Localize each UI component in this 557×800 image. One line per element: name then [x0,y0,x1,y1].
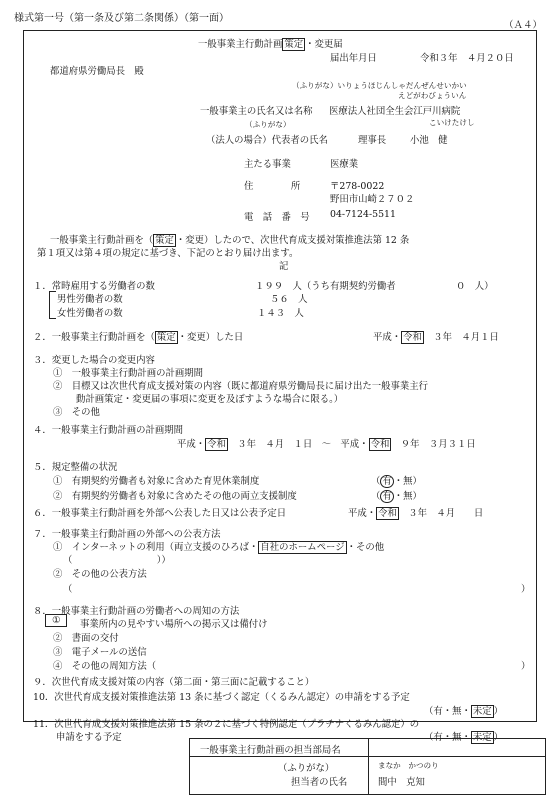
s10-selected: 未定 [472,706,492,717]
contact-table [189,738,546,795]
contact-department-label: 一般事業主行動計画の担当部局名 [200,745,341,756]
s9-line: ９．次世代育成支援対策の内容（第二面・第三面に記載すること） [33,677,315,688]
s5-2-no: ・無） [393,491,422,502]
s4-era1: 平成・ [177,439,206,450]
s7-item-1-paren: （ ）） [63,555,171,566]
s2-date-value: ３年 ４月１日 [433,332,499,343]
business-value: 医療業 [330,159,359,170]
business-label: 主たる事業 [244,159,291,170]
s1-female: １４３ 人 [257,308,304,319]
s1-label: １．常時雇用する労働者の数 [33,281,155,292]
page-size-label: （Ａ４） [504,20,543,31]
rep-label: （法人の場合）代表者の氏名 [206,135,328,146]
s5-item-1-answer: （ 有 ・無） [371,476,422,487]
postal-code: 〒278-0022 [330,181,385,192]
s4-from: ３年 ４月 １日 ～ 平成・ [237,439,369,450]
s3-item-1: ① 一般事業主行動計画の計画期間 [53,368,204,379]
phone-label: 電 話 番 号 [244,212,310,223]
s1-bracket [49,291,56,319]
intro-line-1 [50,232,409,246]
s5-item-1: ① 有期契約労働者も対象に含めた育児休業制度 [53,476,260,487]
s7-1a: ① インターネットの利用（両立支援のひろば・ [53,542,259,553]
recipient: 都道府県労働局長 殿 [50,66,144,77]
s1-male: ５６ 人 [270,294,308,305]
s2-date [373,329,499,343]
s8-title: ８．一般事業主行動計画の労働者への周知の方法 [33,606,240,617]
s6-label: ６．一般事業主行動計画を外部へ公表した日又は公表予定日 [33,508,287,519]
address-value: 野田市山崎２７０２ [330,194,415,205]
phone-value: 04-7124-5511 [330,209,396,220]
s11-selected: 未定 [472,732,492,743]
contact-table-divider [368,739,369,794]
s11-line: 11．次世代育成支援対策推進法第 15 条の２に基づく特例認定（プラチナくるみん認定）の [33,719,420,730]
s5-1-yes-circled: 有 [382,476,392,487]
s2-c: ・変更）した日 [177,332,244,343]
form-title [198,36,343,50]
s8-item-1-number [45,615,67,626]
s10-options: （有・無・ [424,706,471,717]
s4-to: ９年 ３月３１日 [400,439,476,450]
form-title-a: 一般事業主行動計画 [198,39,283,50]
contact-name-label: 担当者の氏名 [291,777,348,788]
s4-era-selected-2: 令和 [370,439,390,450]
s8-item-2: ② 書面の交付 [53,633,119,644]
s8-1-selected: ① [45,614,67,627]
s6-date [348,505,483,519]
s11-close: ） [493,732,504,743]
date-label: 届出年月日 [330,53,377,64]
page-header-left: 様式第一号（第一条及び第二条関係）（第一面） [14,13,229,24]
s5-item-2: ② 有期契約労働者も対象に含めたその他の両立支援制度 [53,491,297,502]
s7-title: ７．一般事業主行動計画の外部への公表方法 [33,529,221,540]
s7-selected: 自社のホームページ [260,542,345,553]
contact-furigana-label: （ふりがな） [278,763,335,774]
s8-item-1: 事業所内の見やすい場所への掲示又は備付け [80,619,268,630]
s2-line [33,329,243,343]
s1-male-label: 男性労働者の数 [57,294,123,305]
s11-options: （有・無・ [424,732,471,743]
s8-item-4-paren-close: ） [521,661,531,672]
s1-total: １９９ 人（うち有期契約労働者 [255,281,396,292]
s7-item-1 [53,539,384,553]
s4-period [177,436,476,450]
s4-era-selected: 令和 [207,439,226,450]
s4-title: ４．一般事業主行動計画の計画期間 [33,425,184,436]
s1-female-label: 女性労働者の数 [57,308,123,319]
s2-era-selected: 令和 [403,332,422,343]
s2-a: ２．一般事業主行動計画を（ [33,332,155,343]
employer-name: 医療法人社団全生会江戸川病院 [329,106,461,117]
s3-title: ３．変更した場合の変更内容 [33,355,155,366]
s8-item-3: ③ 電子メールの送信 [53,647,147,658]
ki-heading: 記 [279,261,289,272]
intro-1c: ・変更）したので、次世代育成支援対策推進法第 12 条 [175,235,410,246]
rep-furigana-label: （ふりがな） [245,120,291,129]
s7-1c: ・その他 [346,542,385,553]
contact-furigana-value: まなか かつのり [378,761,439,770]
s6-date-value: ３年 ４月 日 [408,508,484,519]
rep-furigana: こいけたけし [429,118,475,127]
form-title-c: ・変更届 [305,39,343,50]
s5-2-yes-circled: 有 [382,491,392,502]
rep-title: 理事長 [358,135,387,146]
s10-close: ） [493,706,504,717]
form-title-selected: 策定 [284,39,304,50]
s3-item-2: ② 目標又は次世代育成支援対策の内容（既に都道府県労働局長に届け出た一般事業主行 [53,381,429,392]
employer-label: 一般事業主の氏名又は名称 [200,106,313,117]
s2-selected: 策定 [156,332,176,343]
s7-item-2: ② その他の公表方法 [53,569,147,580]
s3-item-3: ③ その他 [53,407,100,418]
intro-selected: 策定 [155,235,174,246]
s5-title: ５．規定整備の状況 [33,462,118,473]
s2-era1: 平成・ [373,332,402,343]
s10-line: 10．次世代育成支援対策推進法第 13 条に基づく認定（くるみん認定）の申請をする予定 [33,692,410,703]
s5-item-2-answer: （ 有 ・無） [371,491,422,502]
s3-item-2b: 動計画策定・変更届の事項に変更を及ぼすような場合に限る。） [76,394,344,405]
s6-era1: 平成・ [348,508,377,519]
contact-name-value: 間中 克知 [378,777,425,788]
intro-line-2: 第１項又は第４項の規定に基づき、下記のとおり届け出ます。 [37,248,299,259]
intro-1a: 一般事業主行動計画を（ [50,235,154,246]
s1-contract: ０ 人） [456,281,494,292]
employer-furigana: （ふりがな）いりょうほじんしゃだんぜんせいかい [292,81,467,90]
s10-answer [424,703,503,717]
s5-1-no: ・無） [393,476,422,487]
address-label: 住 所 [244,181,301,192]
s7-item-2-paren-open: （ [63,584,73,595]
s6-era-selected: 令和 [378,508,397,519]
s8-item-4: ④ その他の周知方法（ [53,661,157,672]
s11-line-2: 申請をする予定 [56,732,122,743]
rep-name: 小池 健 [410,135,448,146]
date-value: 令和３年 ４月２０日 [420,53,514,64]
s7-item-2-paren-close: ） [521,584,531,595]
employer-furigana-2: えどがわびょういん [398,91,467,100]
